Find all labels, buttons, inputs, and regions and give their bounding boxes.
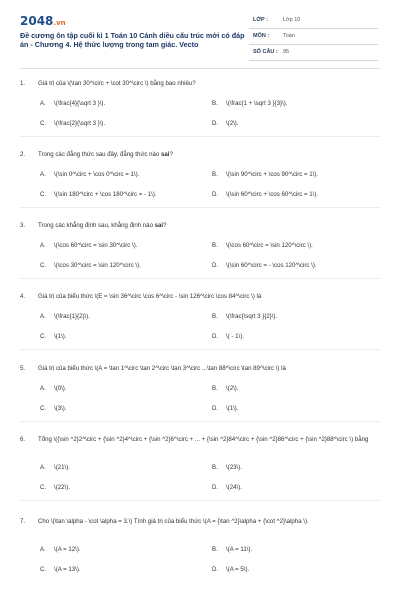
question-separator [20, 421, 380, 422]
answer-option-a[interactable] [40, 385, 67, 393]
answer-option-a[interactable] [40, 100, 105, 108]
option-text: \(\sin 60^\circ = - \cos 120^\circ \). [226, 262, 317, 269]
meta-row-count: SỐ CÂU : 95 [249, 45, 378, 61]
option-text: \(3\). [54, 405, 67, 412]
option-label: A. [40, 313, 46, 320]
option-text: \(21\). [54, 464, 70, 471]
site-logo[interactable]: 2048.vn [20, 14, 66, 28]
option-label: A. [40, 100, 46, 107]
option-label: D. [212, 191, 219, 198]
answer-option-c[interactable] [40, 333, 67, 341]
answer-option-a[interactable] [40, 242, 137, 250]
option-label: A. [40, 464, 46, 471]
question-number: 3. [20, 222, 26, 229]
option-text: \(24\). [226, 484, 242, 491]
question-text: Giá trị của biểu thức \(A = \tan 1^\circ \tan 2^\circ \tan 3^\circ ...\tan 88^\circ \tan 89^\circ \) là [38, 365, 286, 372]
answer-option-c[interactable] [40, 262, 141, 270]
answer-option-b[interactable] [212, 100, 287, 108]
option-label: D. [212, 484, 219, 491]
option-text: \(A = 13\). [54, 566, 81, 573]
option-text: \(23\). [226, 464, 242, 471]
option-text: \(\sin 0^\circ + \cos 0^\circ = 1\). [54, 171, 140, 178]
option-text: \(22\). [54, 484, 70, 491]
answer-option-a[interactable] [40, 546, 81, 554]
question-emphasis: sai [154, 222, 164, 229]
option-text: \(1\). [54, 333, 67, 340]
question-number: 1. [20, 80, 26, 87]
question-text: Tổng \({\sin ^2}2^\circ + {\sin ^2}4^\circ + {\sin ^2}6^\circ + ... + {\sin ^2}84^\circ + {\sin ^2}86^\circ + {\sin ^2}88^\circ \) bằng [38, 436, 369, 443]
option-label: B. [212, 171, 218, 178]
option-label: C. [40, 262, 47, 269]
option-text: \(\frac{4}{\sqrt 3 }\). [54, 100, 106, 107]
question-number: 5. [20, 365, 26, 372]
option-label: B. [212, 100, 218, 107]
question-separator [20, 500, 380, 501]
option-text: \(\sin 90^\circ + \cos 90^\circ = 1\). [226, 171, 319, 178]
option-label: C. [40, 566, 47, 573]
meta-box [249, 13, 378, 61]
answer-option-c[interactable] [40, 191, 157, 199]
answer-option-a[interactable] [40, 313, 90, 321]
question-text: Giá trị của \(\tan 30^\circ + \cot 30^\circ \) bằng bao nhiêu? [38, 80, 196, 87]
option-label: D. [212, 405, 219, 412]
document-title: Đề cương ôn tập cuối kì 1 Toán 10 Cánh diều cấu trúc mới có đáp án - Chương 4. Hệ thức lượng trong tam giác. Vecto [20, 31, 245, 49]
option-text: \(\sin 60^\circ + \cos 60^\circ = 1\). [226, 191, 319, 198]
option-label: B. [212, 546, 218, 553]
answer-option-d[interactable] [212, 566, 249, 574]
answer-option-c[interactable] [40, 484, 70, 492]
option-text: \(\frac{\sqrt 3 }{2}\). [226, 313, 278, 320]
option-text: \(\frac{1}{2}\). [54, 313, 90, 320]
question-separator [20, 349, 380, 350]
question-separator [20, 136, 380, 137]
option-text: \(A = 5\). [226, 566, 250, 573]
option-label: A. [40, 242, 46, 249]
answer-option-c[interactable] [40, 566, 81, 574]
option-text: \(A = 11\). [226, 546, 253, 553]
question-separator [20, 207, 380, 208]
answer-option-d[interactable] [212, 484, 242, 492]
option-label: B. [212, 385, 218, 392]
option-label: B. [212, 242, 218, 249]
question-emphasis: sai [161, 151, 170, 158]
answer-option-c[interactable] [40, 120, 105, 128]
option-text: \(\cos 60^\circ = \sin 30^\circ \). [54, 242, 138, 249]
question-separator [20, 278, 380, 279]
option-label: C. [40, 333, 47, 340]
option-label: C. [40, 120, 47, 127]
answer-option-b[interactable] [212, 171, 318, 179]
answer-option-b[interactable] [212, 464, 242, 472]
option-label: D. [212, 566, 219, 573]
option-text: \(2\). [226, 120, 239, 127]
answer-option-d[interactable] [212, 333, 244, 341]
answer-option-b[interactable] [212, 242, 313, 250]
question-number: 2. [20, 151, 26, 158]
option-label: D. [212, 262, 219, 269]
option-text: \(\frac{1 + \sqrt 3 }{3}\). [226, 100, 288, 107]
meta-row-subject: MÔN : Toán [249, 29, 378, 45]
option-text: \(1\). [226, 405, 239, 412]
answer-option-b[interactable] [212, 313, 277, 321]
question-text: Cho \(\tan \alpha - \cot \alpha = 3.\) Tính giá trị của biểu thức \(A = {\tan ^2}\alpha + {\cot ^2}\alpha \). [38, 518, 309, 525]
option-text: \(0\). [54, 385, 67, 392]
meta-row-class: LỚP : Lớp 10 [249, 13, 378, 29]
option-label: C. [40, 484, 47, 491]
option-text: \(2\). [226, 385, 239, 392]
question-number: 4. [20, 293, 26, 300]
answer-option-a[interactable] [40, 464, 70, 472]
answer-option-d[interactable] [212, 191, 318, 199]
option-text: \(\sin 180^\circ + \cos 180^\circ = - 1\). [54, 191, 157, 198]
option-text: \(\cos 30^\circ = \sin 120^\circ \). [54, 262, 141, 269]
option-label: C. [40, 191, 47, 198]
answer-option-b[interactable] [212, 546, 252, 554]
option-label: A. [40, 171, 46, 178]
question-text: Trong các khẳng định sau, khẳng định nào sai? [38, 222, 167, 229]
option-text: \( - 1\). [226, 333, 244, 340]
option-label: D. [212, 333, 219, 340]
option-label: A. [40, 385, 46, 392]
document-header [0, 0, 400, 68]
answer-option-d[interactable] [212, 405, 239, 413]
answer-option-c[interactable] [40, 405, 67, 413]
option-text: \(\frac{2}{\sqrt 3 }\). [54, 120, 106, 127]
answer-option-d[interactable] [212, 120, 239, 128]
question-number: 7. [20, 518, 26, 525]
answer-option-b[interactable] [212, 385, 239, 393]
header-divider [20, 68, 380, 69]
question-text: Trong các đẳng thức sau đây, đẳng thức nào sai? [38, 151, 173, 158]
answer-option-d[interactable] [212, 262, 317, 270]
option-text: \(\cos 60^\circ = \sin 120^\circ \). [226, 242, 313, 249]
question-text: Giá trị của biểu thức \(E = \sin 36^\circ \cos 6^\circ - \sin 126^\circ \cos 84^\circ \) là [38, 293, 262, 300]
option-label: C. [40, 405, 47, 412]
option-label: D. [212, 120, 219, 127]
option-label: A. [40, 546, 46, 553]
answer-option-a[interactable] [40, 171, 139, 179]
option-text: \(A = 12\). [54, 546, 81, 553]
option-label: B. [212, 313, 218, 320]
option-label: B. [212, 464, 218, 471]
question-number: 6. [20, 436, 26, 443]
